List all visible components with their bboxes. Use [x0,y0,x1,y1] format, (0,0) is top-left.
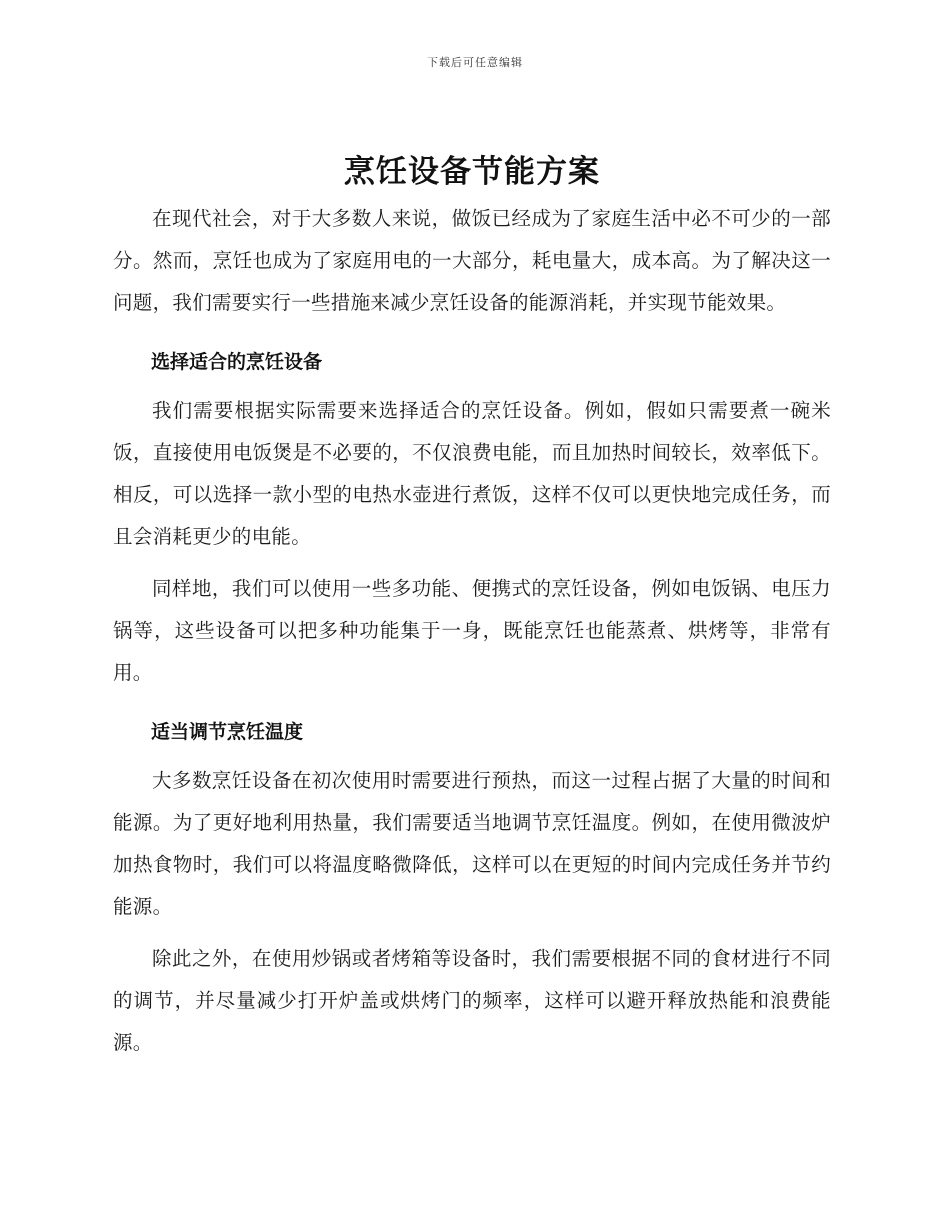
section-heading-equipment: 选择适合的烹饪设备 [151,351,323,373]
paragraph: 同样地，我们可以使用一些多功能、便携式的烹饪设备，例如电饭锅、电压力锅等，这些设备可以把多种功能集于一身，既能烹饪也能蒸煮、烘烤等，非常有用。 [113,577,831,684]
paragraph: 大多数烹饪设备在初次使用时需要进行预热，而这一过程占据了大量的时间和能源。为了更好地利用热量，我们需要适当地调节烹饪温度。例如，在使用微波炉加热食物时，我们可以将温度略微降低，这样可以在更短的时间内完成任务并节约能源。 [113,769,831,918]
paragraph: 我们需要根据实际需要来选择适合的烹饪设备。例如，假如只需要煮一碗米饭，直接使用电饭煲是不必要的，不仅浪费电能，而且加热时间较长，效率低下。相反，可以选择一款小型的电热水壶进行煮饭，这样不仅可以更快地完成任务，而且会消耗更少的电能。 [113,399,831,548]
document-body [113,150,831,1064]
header-note: 下载后可任意编辑 [427,56,523,69]
paragraph: 除此之外，在使用炒锅或者烤箱等设备时，我们需要根据不同的食材进行不同的调节，并尽量减少打开炉盖或烘烤门的频率，这样可以避开释放热能和浪费能源。 [113,947,831,1054]
section-heading-temperature: 适当调节烹饪温度 [151,721,304,743]
intro-paragraph: 在现代社会，对于大多数人来说，做饭已经成为了家庭生活中必不可少的一部分。然而，烹饪也成为了家庭用电的一大部分，耗电量大，成本高。为了解决这一问题，我们需要实行一些措施来减少烹饪设备的能源消耗，并实现节能效果。 [113,207,831,314]
document-title: 烹饪设备节能方案 [344,154,600,190]
